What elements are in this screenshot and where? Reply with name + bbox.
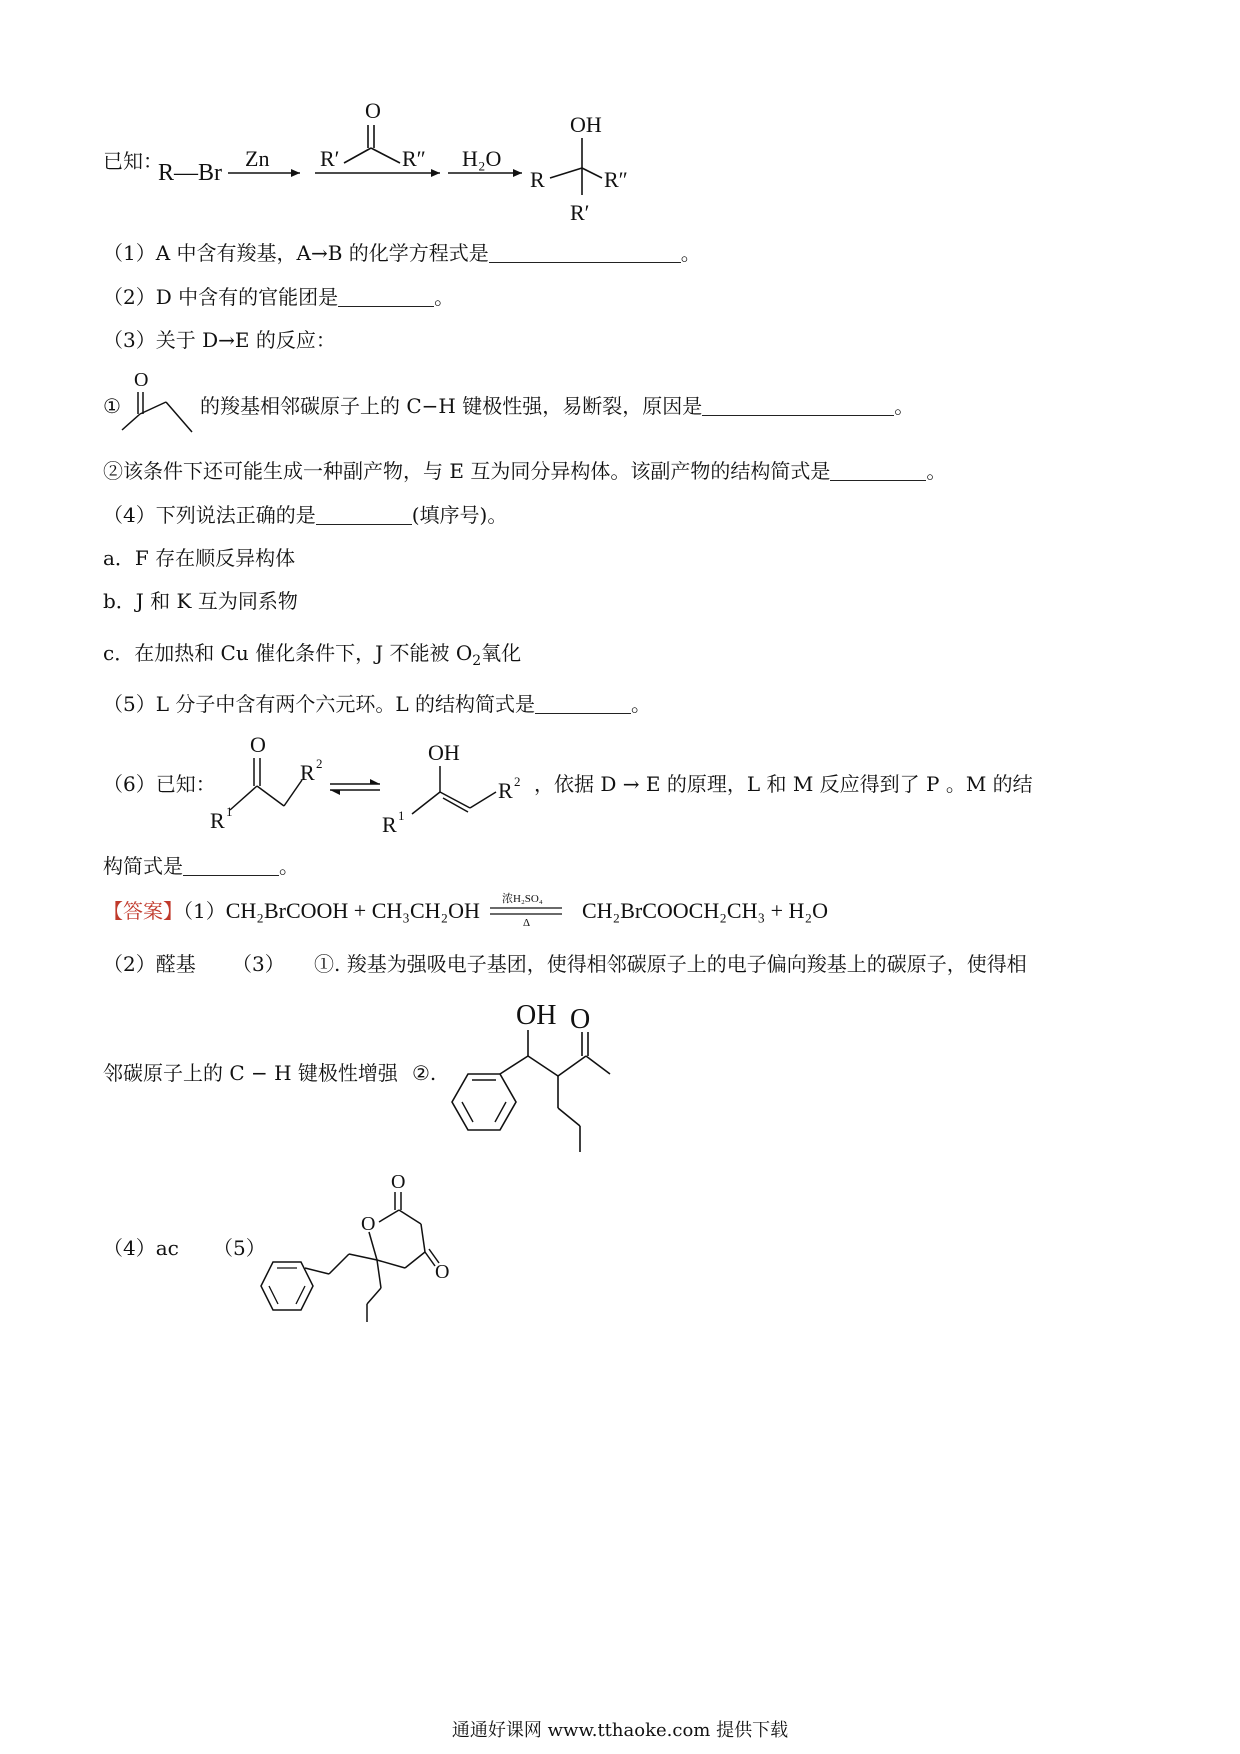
condition-acid: 浓H₂SO₄ [502, 893, 543, 905]
answer-blank [489, 242, 681, 263]
answer-5: （5） [213, 1236, 266, 1260]
keto-r2: R [300, 760, 315, 785]
question-3: （3）关于 D→E 的反应： [103, 328, 336, 352]
esterification-arrow [486, 890, 568, 930]
enol-oh: OH [428, 740, 460, 765]
known-product-rprime: R′ [570, 200, 590, 225]
known-product-rdprime: R″ [604, 167, 628, 192]
question-3-1-num: ① [103, 394, 121, 418]
question-6-tail-2: 构简式是 。 [103, 854, 299, 878]
known-reactant: R—Br [158, 160, 223, 186]
keto-r2-sup: 2 [316, 756, 323, 771]
known-reaction-scheme [150, 90, 710, 230]
butanone-structure [118, 368, 198, 438]
enol-r1: R [382, 812, 397, 837]
page-footer: 通通好课网 www.tthaoke.com 提供下载 [451, 1720, 789, 1741]
question-2: （2）D 中含有的官能团是 。 [103, 285, 455, 309]
side-product-o: O [570, 1004, 591, 1035]
condition-heat: Δ [523, 917, 531, 929]
answer-2: （2）醛基 [103, 952, 196, 976]
answer-blank [338, 286, 434, 307]
known-reagent-h2o: H₂O [462, 146, 502, 171]
answer-3-num: （3） [232, 952, 285, 976]
keto-r1-sup: 1 [226, 804, 233, 819]
enol-r2-sup: 2 [514, 774, 521, 789]
question-1: （1）A 中含有羧基，A→B 的化学方程式是 。 [103, 241, 701, 265]
keto-r1: R [210, 808, 225, 833]
answer-blank [535, 693, 631, 714]
enol-r1-sup: 1 [398, 808, 405, 823]
answer-blank [316, 504, 412, 525]
side-product-oh: OH [516, 1000, 557, 1031]
enol-r2: R [498, 778, 513, 803]
question-5: （5）L 分子中含有两个六元环。L 的结构简式是 。 [103, 692, 652, 716]
known-product-r: R [530, 167, 545, 192]
question-4-c: c．在加热和 Cu 催化条件下，J 不能被 $O_2$氧化 [103, 641, 522, 669]
lactone-carbonyl-o: O [391, 1171, 406, 1193]
keto-enol-tautomerism [200, 728, 540, 838]
known-ketone-rprime: R′ [320, 146, 340, 171]
question-6-tail: ，依据 D → E 的原理，L 和 M 反应得到了 P 。M 的结 [534, 772, 1033, 796]
question-4-b: b．J 和 K 互为同系物 [103, 589, 298, 613]
answer-4: （4）ac [103, 1236, 179, 1260]
answer-blank [702, 395, 894, 416]
question-6: （6）已知： [103, 772, 216, 796]
known-ketone-o: O [365, 98, 381, 123]
known-reagent-zn: Zn [245, 146, 270, 171]
answer-tag: 【答案】 [103, 899, 183, 923]
known-label: 已知： [103, 149, 163, 173]
question-4: （4）下列说法正确的是 (填序号)。 [103, 503, 508, 527]
lactone-ketone-o: O [435, 1261, 450, 1283]
lactone-structure [255, 1170, 475, 1330]
question-3-2: ②该条件下还可能生成一种副产物，与 E 互为同分异构体。该副产物的结构简式是 。 [103, 459, 947, 483]
lactone-ring-o: O [361, 1213, 376, 1235]
known-product-oh: OH [570, 112, 602, 137]
answer-3-2-num: ②. [412, 1061, 437, 1085]
keto-oxygen: O [250, 732, 266, 757]
question-4-a: a．F 存在顺反异构体 [103, 546, 296, 570]
question-3-1: 的羧基相邻碳原子上的 C−H 键极性强，易断裂，原因是 。 [200, 394, 915, 418]
answer-1: 【答案】（1）CH₂BrCOOH + CH₃CH₂OH [103, 898, 480, 923]
answer-3-1: ①. 羧基为强吸电子基团，使得相邻碳原子上的电子偏向羧基上的碳原子，使得相 [314, 952, 1027, 976]
side-product-structure [440, 996, 640, 1156]
answer-3-1-cont: 邻碳原子上的 C − H 键极性增强 [103, 1061, 398, 1085]
answer-blank [183, 855, 279, 876]
known-ketone-rdprime: R″ [402, 146, 426, 171]
answer-blank [830, 460, 926, 481]
answer-1-product: CH₂BrCOOCH₂CH₃ + H₂O [582, 898, 828, 923]
butanone-oxygen: O [134, 369, 149, 391]
